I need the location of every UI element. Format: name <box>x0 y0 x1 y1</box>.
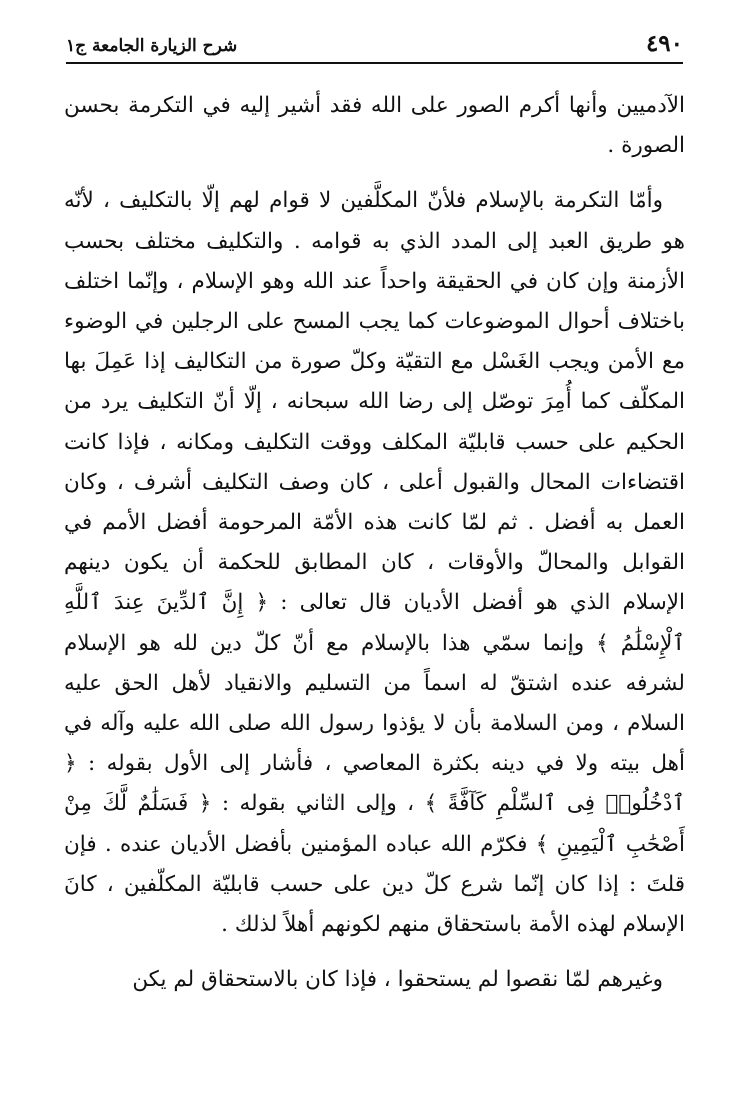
paragraph-3: وغيرهم لمّا نقصوا لم يستحقوا ، فإذا كان بالاستحقاق لم يكن <box>132 967 663 993</box>
paragraph-2: وأمّا التكرمة بالإسلام فلأنّ المكلَّفين لا قوام لهم إلّا بالتكليف ، لأنّه هو طريق العبد إلى المدد الذي به قوامه . والتكليف مختلف بحسب الأزمنة وإن كان في الحقيقة واحداً عند الله وهو الإسلام ، وإنّما اختلف باختلاف أحوال الموضوعات كما يجب المسح على الرجلين في الوضوء مع الأمن ويجب الغَسْل مع التقيّة وكلّ صورة من التكاليف إذا عَمِلَ بها المكلّف كما أُمِرَ توصّل إلى رضا الله سبحانه ، إلّا أنّ التكليف يرد من الحكيم على حسب قابليّة المكلف ووقت التكليف ومكانه ، فإذا كانت اقتضاءات المحال والقبول أعلى ، كان وصف التكليف أشرف ، وكان العمل به أفضل . ثم لمّا كانت هذه الأمّة المرحومة أفضل الأمم في القوابل والمحالّ والأوقات ، كان المطابق للحكمة أن يكون دينهم الإسلام الذي هو أفضل الأديان قال تعالى : ﴿ إِنَّ ٱلدِّينَ عِندَ ٱللَّهِ ٱلْإِسْلَٰمُ ﴾ وإنما سمّي هذا بالإسلام مع أنّ كلّ دين لله هو الإسلام لشرفه عنده اشتقّ له اسماً من التسليم والانقياد لأهل الحق عليه السلام ، ومن السلامة بأن لا يؤذوا رسول الله صلى الله عليه وآله في أهل بيته ولا في دينه بكثرة المعاصي ، فأشار إلى الأول بقوله : ﴿ ٱدْخُلُوا۟ فِى ٱلسِّلْمِ كَآفَّةً ﴾ ، وإلى الثاني بقوله : ﴿ فَسَلَٰمٌ لَّكَ مِنْ أَصْحَٰبِ ٱلْيَمِينِ ﴾ فكرّم الله عباده المؤمنين بأفضل الأديان عنده . فإن قلتَ : إذا كان إنّما شرع كلّ دين على حسب قابليّة المكلّفين ، كانَ الإسلام لهذه الأمة باستحقاق منهم لكونهم أهلاً لذلك . <box>64 188 685 938</box>
page-number: ٤٩٠ <box>645 30 683 57</box>
running-title: شرح الزيارة الجامعة ج١ <box>66 36 238 56</box>
body-text <box>64 86 685 1000</box>
page-header <box>66 28 683 64</box>
paragraph-1: الآدميين وأنها أكرم الصور على الله فقد أشير إليه في التكرمة بحسن الصورة . <box>64 93 685 159</box>
